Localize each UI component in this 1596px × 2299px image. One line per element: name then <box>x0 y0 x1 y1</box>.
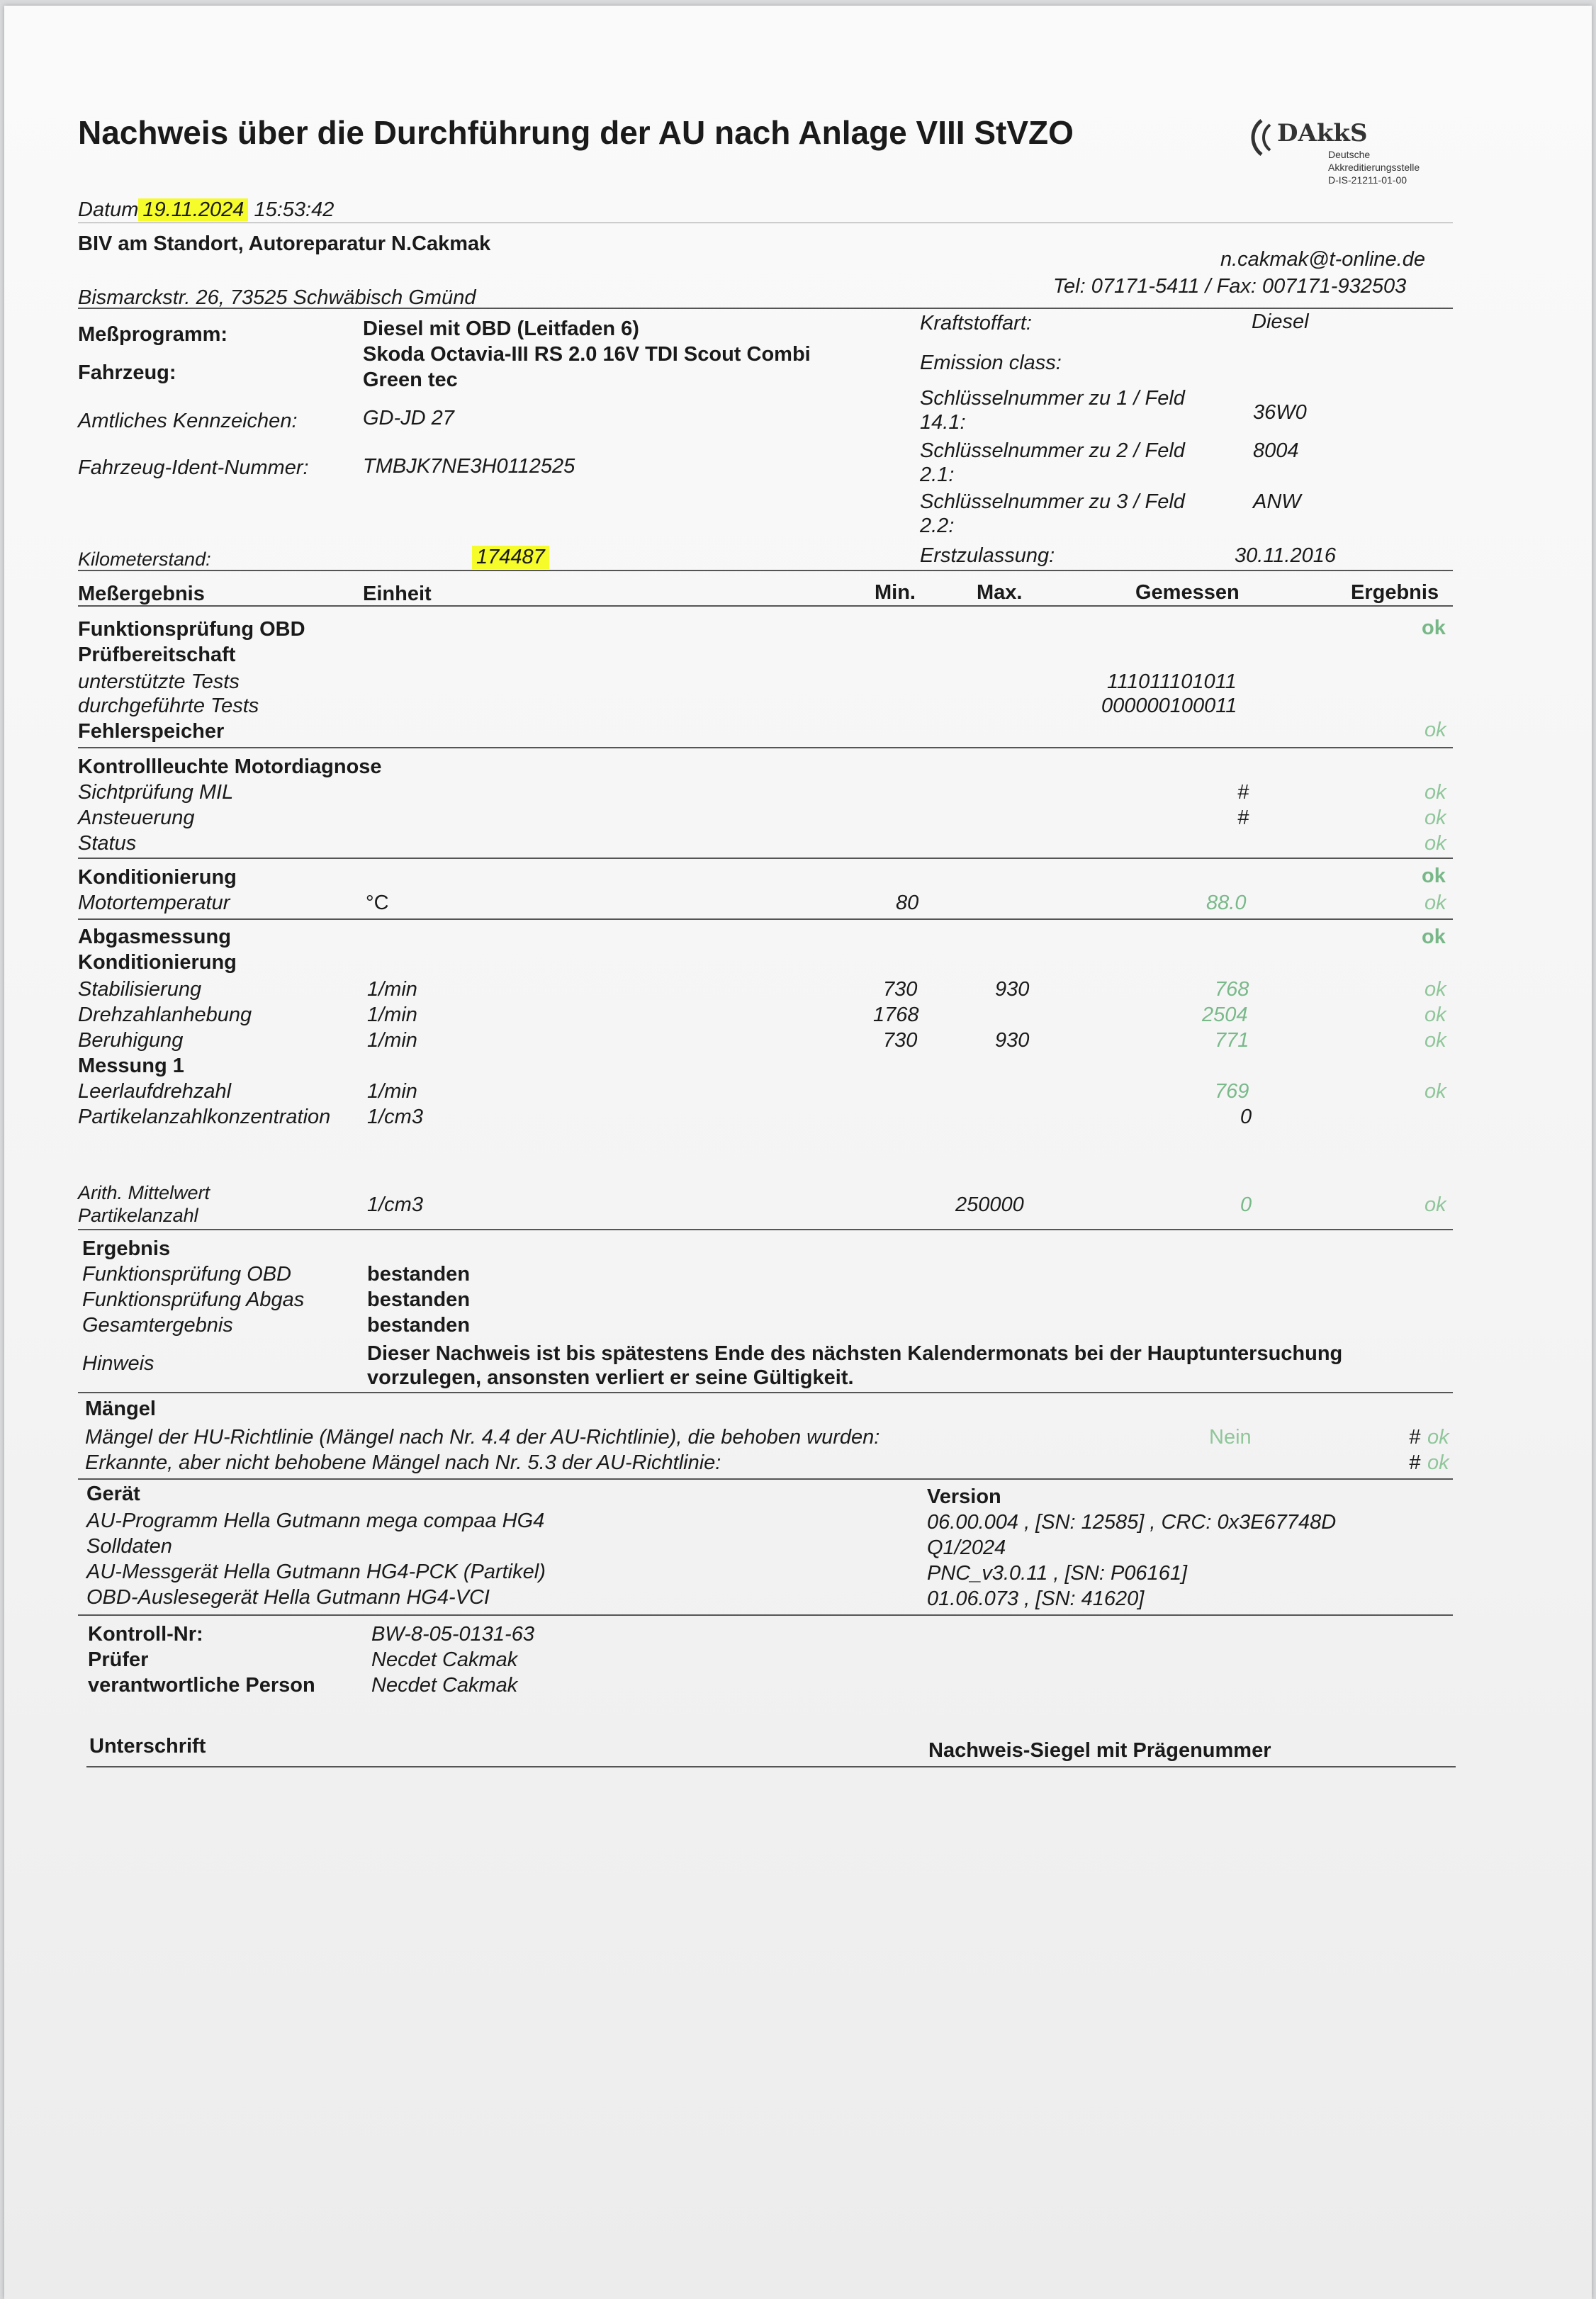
version-3: PNC_v3.0.11 , [SN: P06161] <box>927 1562 1188 1585</box>
sn1-value: 36W0 <box>1253 401 1307 424</box>
verantwortliche-person-value: Necdet Cakmak <box>371 1674 518 1697</box>
ez-label: Erstzulassung: <box>920 544 1055 567</box>
dakks-name: DAkkS <box>1277 119 1368 147</box>
beruhigung-min: 730 <box>883 1029 918 1052</box>
pruefbereitschaft-heading: Prüfbereitschaft <box>78 643 236 666</box>
hinweis-label: Hinweis <box>82 1352 154 1375</box>
motortemperatur-label: Motortemperatur <box>78 892 230 914</box>
dakks-line3: D-IS-21211-01-00 <box>1328 174 1407 186</box>
ansteuerung-ok: ok <box>1424 806 1446 829</box>
mittelwert-label-line2: Partikelanzahl <box>78 1205 198 1226</box>
hinweis-text-line1: Dieser Nachweis ist bis spätestens Ende des nächsten Kalendermonats bei der Hauptuntersuchung <box>367 1342 1343 1365</box>
siegel-label: Nachweis-Siegel mit Prägenummer <box>928 1739 1271 1762</box>
ergebnis-obd-label: Funktionsprüfung OBD <box>82 1263 291 1286</box>
col-min: Min. <box>875 581 916 604</box>
geraet-2: Solldaten <box>86 1535 172 1558</box>
maengel-heading: Mängel <box>85 1398 156 1420</box>
mil-heading: Kontrollleuchte Motordiagnose <box>78 755 382 778</box>
fin-label: Fahrzeug-Ident-Nummer: <box>78 456 309 479</box>
fahrzeug-value-line2: Green tec <box>363 369 458 391</box>
col-messergebnis: Meßergebnis <box>78 583 205 605</box>
drehzahlanhebung-label: Drehzahlanhebung <box>78 1004 252 1026</box>
drehzahlanhebung-min: 1768 <box>873 1004 919 1026</box>
ergebnis-abgas-label: Funktionsprüfung Abgas <box>82 1288 305 1311</box>
maengel-behoben-label: Mängel der HU-Richtlinie (Mängel nach Nr. 4.4 der AU-Richtlinie), die behoben wurden: <box>85 1426 880 1449</box>
fahrzeug-label: Fahrzeug: <box>78 361 176 384</box>
sn1-label-line1: Schlüsselnummer zu 1 / Feld <box>920 387 1185 410</box>
sn2-label-line1: Schlüsselnummer zu 2 / Feld <box>920 439 1185 462</box>
sn3-value: ANW <box>1253 490 1301 513</box>
stabilisierung-value: 768 <box>1215 978 1249 1001</box>
fehlerspeicher-ok: ok <box>1424 719 1446 741</box>
km-label: Kilometerstand: <box>78 549 211 570</box>
stabilisierung-min: 730 <box>883 978 918 1001</box>
geraet-heading: Gerät <box>86 1483 140 1505</box>
maengel-nicht-behoben-hash: # <box>1409 1451 1421 1474</box>
ergebnis-abgas-value: bestanden <box>367 1288 471 1311</box>
company-name: BIV am Standort, Autoreparatur N.Cakmak <box>78 232 491 255</box>
maengel-behoben-ok: ok <box>1427 1426 1449 1449</box>
obd-heading-ok: ok <box>1422 617 1446 639</box>
leerlaufdrehzahl-value: 769 <box>1215 1080 1249 1103</box>
beruhigung-value: 771 <box>1215 1029 1249 1052</box>
company-email: n.cakmak@t-online.de <box>1220 248 1425 271</box>
date-value: 19.11.2024 <box>138 198 248 221</box>
stabilisierung-max: 930 <box>995 978 1030 1001</box>
konditionierung-heading: Konditionierung <box>78 866 237 889</box>
mittelwert-max: 250000 <box>955 1193 1024 1216</box>
pruefer-value: Necdet Cakmak <box>371 1648 518 1671</box>
beruhigung-ok: ok <box>1424 1029 1446 1052</box>
date-label: Datum <box>78 198 139 221</box>
fahrzeug-value-line1: Skoda Octavia-III RS 2.0 16V TDI Scout Combi <box>363 343 811 366</box>
sn3-label-line2: 2.2: <box>920 515 955 537</box>
verantwortliche-person-label: verantwortliche Person <box>88 1674 315 1697</box>
sn2-label-line2: 2.1: <box>920 463 955 486</box>
stabilisierung-ok: ok <box>1424 978 1446 1001</box>
beruhigung-unit: 1/min <box>367 1029 417 1052</box>
company-phone: Tel: 07171-5411 / Fax: 007171-932503 <box>1053 275 1407 298</box>
date-line <box>78 198 334 222</box>
mittelwert-unit: 1/cm3 <box>367 1193 423 1216</box>
fehlerspeicher-heading: Fehlerspeicher <box>78 720 225 743</box>
emission-label: Emission class: <box>920 352 1062 374</box>
beruhigung-label: Beruhigung <box>78 1029 184 1052</box>
leerlaufdrehzahl-label: Leerlaufdrehzahl <box>78 1080 232 1103</box>
sn3-label-line1: Schlüsselnummer zu 3 / Feld <box>920 490 1185 513</box>
ansteuerung-label: Ansteuerung <box>78 806 195 829</box>
col-einheit: Einheit <box>363 583 432 605</box>
version-2: Q1/2024 <box>927 1536 1006 1559</box>
fin-value: TMBJK7NE3H0112525 <box>363 455 575 478</box>
drehzahlanhebung-unit: 1/min <box>367 1004 417 1026</box>
kontroll-nr-label: Kontroll-Nr: <box>88 1623 203 1646</box>
geraet-4: OBD-Auslesegerät Hella Gutmann HG4-VCI <box>86 1586 490 1609</box>
maengel-behoben-hash: # <box>1409 1426 1421 1449</box>
maengel-behoben-value: Nein <box>1209 1426 1252 1449</box>
drehzahlanhebung-value: 2504 <box>1202 1004 1248 1026</box>
mittelwert-label-line1: Arith. Mittelwert <box>78 1182 210 1203</box>
status-ok: ok <box>1424 832 1446 855</box>
drehzahlanhebung-ok: ok <box>1424 1004 1446 1026</box>
status-label: Status <box>78 832 137 855</box>
messprogramm-value: Diesel mit OBD (Leitfaden 6) <box>363 317 639 340</box>
sichtpruefung-label: Sichtprüfung MIL <box>78 781 234 804</box>
gesamtergebnis-label: Gesamtergebnis <box>82 1314 233 1337</box>
messung-1-heading: Messung 1 <box>78 1055 184 1077</box>
motortemperatur-unit: °C <box>366 892 389 914</box>
maengel-nicht-behoben-ok: ok <box>1427 1451 1449 1474</box>
konditionierung-heading-ok: ok <box>1422 865 1446 887</box>
partikel-konz-label: Partikelanzahlkonzentration <box>78 1106 331 1128</box>
abgasmessung-heading-ok: ok <box>1422 926 1446 948</box>
mittelwert-ok: ok <box>1424 1193 1446 1216</box>
leerlaufdrehzahl-unit: 1/min <box>367 1080 417 1103</box>
sichtpruefung-value: # <box>1237 781 1249 804</box>
durchgefuehrte-tests-label: durchgeführte Tests <box>78 695 259 717</box>
partikel-konz-value: 0 <box>1240 1106 1252 1128</box>
document-title: Nachweis über die Durchführung der AU nach Anlage VIII StVZO <box>78 114 1074 151</box>
abgas-konditionierung-heading: Konditionierung <box>78 951 237 974</box>
kraftstoff-label: Kraftstoffart: <box>920 312 1032 335</box>
au-certificate-page <box>4 6 1592 2299</box>
ansteuerung-value: # <box>1237 806 1249 829</box>
version-heading: Version <box>927 1485 1001 1508</box>
col-max: Max. <box>977 581 1023 604</box>
motortemperatur-ok: ok <box>1424 892 1446 914</box>
dakks-line2: Akkreditierungsstelle <box>1328 162 1420 173</box>
partikel-konz-unit: 1/cm3 <box>367 1106 423 1128</box>
unterstuetzte-tests-label: unterstützte Tests <box>78 670 240 693</box>
beruhigung-max: 930 <box>995 1029 1030 1052</box>
sn1-label-line2: 14.1: <box>920 411 966 434</box>
ez-value: 30.11.2016 <box>1235 544 1336 567</box>
unterstuetzte-tests-value: 111011101011 <box>1107 670 1237 693</box>
motortemperatur-value: 88.0 <box>1206 892 1247 914</box>
col-gemessen: Gemessen <box>1135 581 1240 604</box>
dakks-logo-icon <box>1246 118 1274 157</box>
kontroll-nr-value: BW-8-05-0131-63 <box>371 1623 534 1646</box>
stabilisierung-unit: 1/min <box>367 978 417 1001</box>
company-address: Bismarckstr. 26, 73525 Schwäbisch Gmünd <box>78 286 476 309</box>
version-4: 01.06.073 , [SN: 41620] <box>927 1587 1145 1610</box>
gesamtergebnis-value: bestanden <box>367 1314 471 1337</box>
durchgefuehrte-tests-value: 000000100011 <box>1101 695 1237 717</box>
dakks-line1: Deutsche <box>1328 149 1371 160</box>
mittelwert-value: 0 <box>1240 1193 1252 1216</box>
kennzeichen-label: Amtliches Kennzeichen: <box>78 410 298 432</box>
sichtpruefung-ok: ok <box>1424 781 1446 804</box>
time-value: 15:53:42 <box>254 198 335 221</box>
hinweis-text-line2: vorzulegen, ansonsten verliert er seine Gültigkeit. <box>367 1366 854 1389</box>
pruefer-label: Prüfer <box>88 1648 149 1671</box>
maengel-nicht-behoben-label: Erkannte, aber nicht behobene Mängel nach Nr. 5.3 der AU-Richtlinie: <box>85 1451 721 1474</box>
geraet-1: AU-Programm Hella Gutmann mega compaa HG4 <box>86 1510 545 1532</box>
kraftstoff-value: Diesel <box>1252 310 1309 333</box>
sn2-value: 8004 <box>1253 439 1299 462</box>
km-value: 174487 <box>472 546 549 569</box>
geraet-3: AU-Messgerät Hella Gutmann HG4-PCK (Partikel) <box>86 1561 546 1583</box>
ergebnis-heading: Ergebnis <box>82 1237 171 1260</box>
motortemperatur-min: 80 <box>896 892 919 914</box>
obd-heading: Funktionsprüfung OBD <box>78 618 305 641</box>
abgasmessung-heading: Abgasmessung <box>78 926 231 948</box>
kennzeichen-value: GD-JD 27 <box>363 407 454 429</box>
messprogramm-label: Meßprogramm: <box>78 323 228 346</box>
ergebnis-obd-value: bestanden <box>367 1263 471 1286</box>
stabilisierung-label: Stabilisierung <box>78 978 202 1001</box>
version-1: 06.00.004 , [SN: 12585] , CRC: 0x3E67748D <box>927 1511 1337 1534</box>
col-ergebnis: Ergebnis <box>1351 581 1439 604</box>
leerlaufdrehzahl-ok: ok <box>1424 1080 1446 1103</box>
unterschrift-label: Unterschrift <box>89 1735 206 1758</box>
